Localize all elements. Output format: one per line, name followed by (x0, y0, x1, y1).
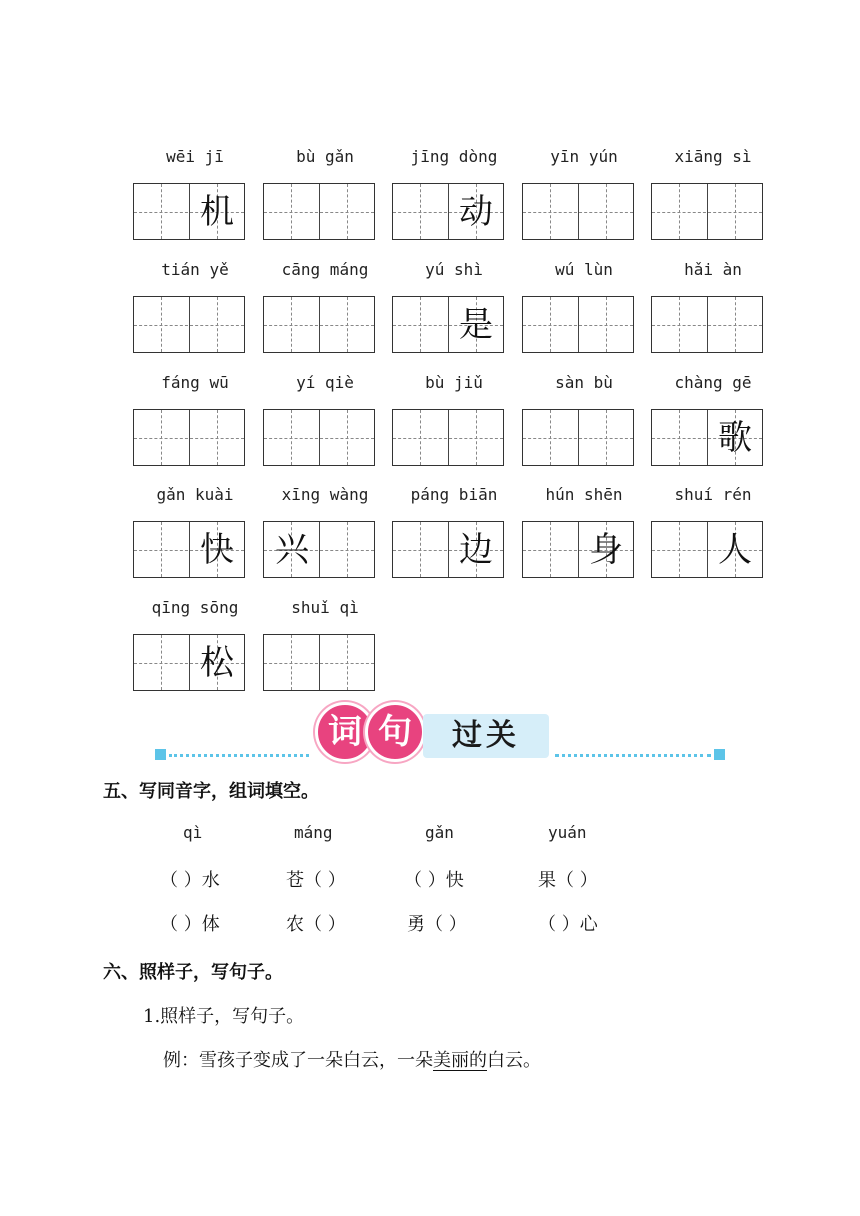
tianzige-box[interactable] (522, 521, 634, 578)
pinyin-label: gǎn kuài (156, 485, 234, 504)
tianzige-box[interactable] (133, 183, 245, 240)
tianzige-box[interactable] (133, 296, 245, 353)
tianzige-box[interactable] (522, 183, 634, 240)
grid-character (264, 635, 320, 690)
grid-character (578, 297, 634, 352)
tianzige-box[interactable] (263, 521, 375, 578)
pinyin-label: chàng gē (674, 373, 752, 392)
grid-character (264, 297, 320, 352)
grid-character: 人 (718, 530, 752, 570)
section5-heading: 五、写同音字，组词填空。 (103, 781, 319, 802)
pinyin-label: páng biān (410, 485, 498, 504)
pinyin-label: shuǐ qì (291, 598, 359, 617)
grid-character (134, 522, 190, 577)
tianzige-box[interactable] (133, 409, 245, 466)
tianzige-box[interactable] (651, 296, 763, 353)
pinyin-label: fáng wū (161, 373, 229, 392)
banner-circle-ju: 句 (365, 702, 425, 762)
tianzige-box[interactable] (392, 183, 504, 240)
grid-character: 身 (589, 530, 623, 570)
grid-character: 边 (459, 530, 493, 570)
fill-blank: （ ）体 (160, 914, 220, 935)
grid-character (523, 522, 579, 577)
grid-character (652, 410, 708, 465)
pinyin-label: qīng sōng (151, 598, 239, 617)
fill-blank: （ ）心 (538, 914, 598, 935)
tianzige-box[interactable] (651, 521, 763, 578)
pinyin-label: yí qiè (296, 373, 354, 392)
grid-character (523, 410, 579, 465)
section6-heading: 六、照样子，写句子。 (103, 962, 283, 983)
tianzige-box[interactable] (263, 296, 375, 353)
pinyin-label: xiāng sì (674, 147, 752, 166)
section5-pinyin-3: gǎn (425, 823, 454, 842)
example-prefix: 例：雪孩子变成了一朵白云，一朵 (163, 1050, 433, 1071)
pinyin-label: yīn yún (550, 147, 618, 166)
pinyin-label: sàn bù (555, 373, 613, 392)
grid-character: 松 (200, 643, 234, 683)
grid-character (393, 184, 449, 239)
grid-character (319, 184, 375, 239)
fill-blank: （ ）水 (160, 870, 220, 891)
grid-character (189, 297, 245, 352)
grid-character (319, 522, 375, 577)
section5-pinyin-2: máng (294, 823, 333, 842)
fill-blank: 果（ ） (538, 870, 598, 891)
grid-character: 歌 (718, 418, 752, 458)
grid-character (264, 410, 320, 465)
grid-character: 是 (459, 305, 493, 345)
tianzige-box[interactable] (522, 409, 634, 466)
grid-character (652, 184, 708, 239)
tianzige-box[interactable] (392, 296, 504, 353)
grid-character (652, 297, 708, 352)
banner-dotted-line-right (555, 754, 711, 757)
grid-character (134, 184, 190, 239)
tianzige-box[interactable] (263, 409, 375, 466)
pinyin-label: bù jiǔ (425, 373, 483, 392)
tianzige-box[interactable] (392, 521, 504, 578)
pinyin-label: shuí rén (674, 485, 752, 504)
fill-blank: 苍（ ） (286, 870, 346, 891)
grid-character (134, 297, 190, 352)
example-underlined: 美丽的 (433, 1050, 487, 1071)
pinyin-label: yú shì (425, 260, 483, 279)
banner-square-left (155, 749, 166, 760)
tianzige-box[interactable] (133, 634, 245, 691)
pinyin-label: wú lùn (555, 260, 613, 279)
grid-character (707, 184, 763, 239)
grid-character (578, 184, 634, 239)
banner-dotted-line-left (169, 754, 309, 757)
grid-character (393, 522, 449, 577)
grid-character (189, 410, 245, 465)
grid-character (652, 522, 708, 577)
grid-character (134, 635, 190, 690)
grid-character (319, 410, 375, 465)
banner-square-right (714, 749, 725, 760)
tianzige-box[interactable] (263, 634, 375, 691)
tianzige-box[interactable] (651, 183, 763, 240)
example-suffix: 白云。 (487, 1050, 541, 1071)
pinyin-label: hún shēn (545, 485, 623, 504)
pinyin-label: xīng wàng (281, 485, 369, 504)
grid-character: 兴 (275, 530, 309, 570)
banner-tag: 过关 (423, 714, 549, 758)
grid-character (319, 297, 375, 352)
pinyin-label: hǎi àn (684, 260, 742, 279)
example-sentence (163, 1046, 541, 1072)
tianzige-box[interactable] (392, 409, 504, 466)
pinyin-label: tián yě (161, 260, 229, 279)
section6-item-1: 1.照样子，写句子。 (143, 1006, 305, 1027)
grid-character (393, 297, 449, 352)
fill-blank: （ ）快 (404, 870, 464, 891)
fill-blank: 勇（ ） (407, 914, 467, 935)
section-banner (155, 698, 725, 768)
grid-character (134, 410, 190, 465)
grid-character (523, 297, 579, 352)
grid-character (448, 410, 504, 465)
grid-character (707, 297, 763, 352)
tianzige-box[interactable] (522, 296, 634, 353)
grid-character (319, 635, 375, 690)
tianzige-box[interactable] (263, 183, 375, 240)
section5-pinyin-4: yuán (548, 823, 587, 842)
grid-character: 机 (200, 192, 234, 232)
banner-circle-ci: 词 (315, 702, 375, 762)
grid-character (393, 410, 449, 465)
section5-pinyin-1: qì (183, 823, 203, 842)
pinyin-label: wēi jī (166, 147, 224, 166)
grid-character: 动 (459, 192, 493, 232)
grid-character: 快 (200, 530, 234, 570)
fill-blank: 农（ ） (286, 914, 346, 935)
tianzige-box[interactable] (133, 521, 245, 578)
pinyin-label: cāng máng (281, 260, 369, 279)
pinyin-label: bù gǎn (296, 147, 354, 166)
tianzige-box[interactable] (651, 409, 763, 466)
pinyin-label: jīng dòng (410, 147, 498, 166)
grid-character (264, 184, 320, 239)
grid-character (523, 184, 579, 239)
grid-character (578, 410, 634, 465)
